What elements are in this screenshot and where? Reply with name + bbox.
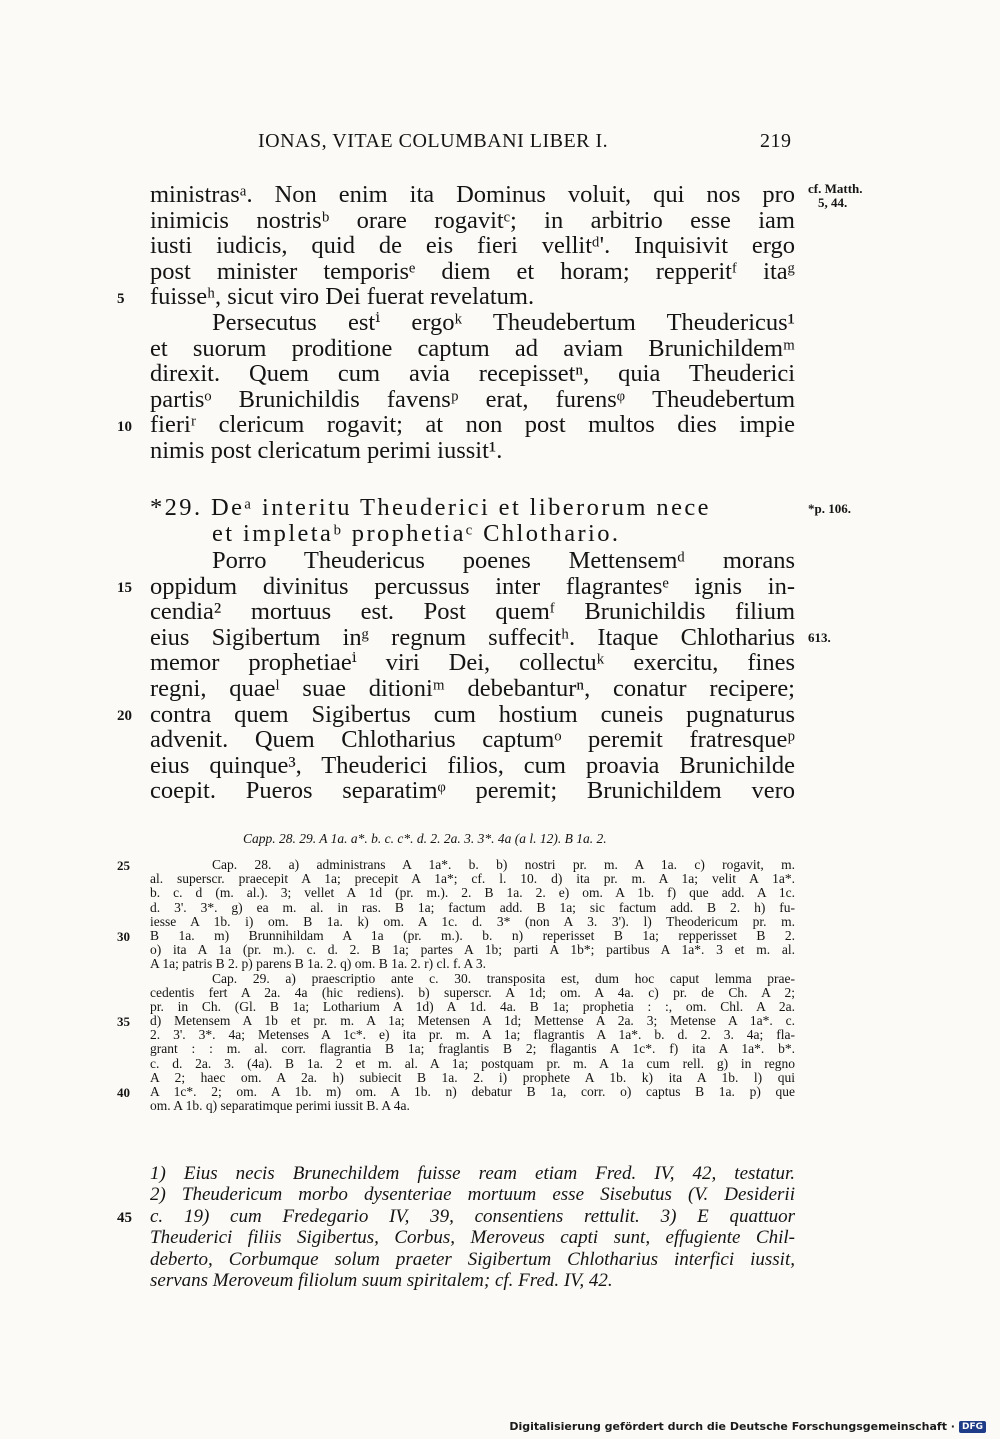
footnote-line: Theuderici filiis Sigibertus, Corbus, Meroveus capti sunt, effugiente Chil-: [150, 1227, 795, 1249]
apparatus-line: al. superscr. praecepit A 1a; precepit A 1a*; cf. l. 10. d) ita pr. m. A 1a; velit A 1a*.: [150, 871, 795, 887]
text-line: nimis post clericatum perimi iussit¹.: [150, 436, 503, 464]
text-line: memor prophetiaeⁱ viri Dei, collectuᵏ exercitu, fines: [150, 649, 795, 677]
page-number: 219: [760, 130, 792, 152]
apparatus-line: grant : : m. al. corr. flagrantia B 1a; fraglantis B 2; flagantis A 1c*. f) ita A 1a*. b*.: [150, 1041, 795, 1057]
apparatus-line: c. d. 2a. 3. (4a). B 1a. 2 et m. al. A 1a; postquam pr. m. A 1a cum rell. g) in regno: [150, 1055, 795, 1071]
apparatus-line: B 1a. m) Brunnihildam A 1a (pr. m.). b. n) reperisset B 1a; repperisset B 2.: [150, 927, 795, 943]
margin-year: 613.: [808, 630, 831, 645]
text-line: et suorum proditione captum ad aviam Brunichildemᵐ: [150, 334, 795, 362]
footnotes: [150, 1163, 795, 1291]
footnote-line: 1) Eius necis Brunechildem fuisse ream etiam Fred. IV, 42, testatur.: [150, 1163, 795, 1184]
critical-apparatus: [150, 858, 795, 1113]
apparatus-line-number: 25: [117, 858, 130, 873]
text-line: fuisseʰ, sicut viro Dei fuerat revelatum.: [150, 283, 535, 311]
margin-ref-matth: cf. Matth. 5, 44.: [808, 181, 863, 210]
text-line: iusti iudicis, quid de eis fieri vellitᵈ'. Inquisivit ergo: [150, 232, 795, 260]
apparatus-line-number: 35: [117, 1014, 130, 1029]
text-line: inimicis nostrisᵇ orare rogavitᶜ; in arbitrio esse iam: [150, 206, 795, 234]
text-line: post minister temporisᵉ diem et horam; repperitᶠ itaᵍ: [150, 257, 795, 285]
apparatus-line-number: 40: [117, 1085, 130, 1100]
text-line: oppidum divinitus percussus inter flagrantesᵉ ignis in-: [150, 572, 795, 600]
footnote-line: servans Meroveum filiolum suum spiritalem; cf. Fred. IV, 42.: [150, 1269, 613, 1291]
footnote-line: 2) Theudericum morbo dysenteriae mortuum esse Sisebutus (V. Desiderii: [150, 1184, 795, 1206]
apparatus-line: A 1a; patris B 2. p) parens B 1a. 2. q) om. B 1a. 2. r) cl. f. A 3.: [150, 956, 486, 972]
chapter-text: [150, 548, 795, 804]
apparatus-line: om. A 1b. q) separatimque perimi iussit B. A 4a.: [150, 1098, 410, 1114]
digitization-credit: [509, 1420, 986, 1433]
apparatus-line: b. c. d (m. al.). 3; vellet A 1d (pr. m.). 2. B 1a. 2. e) om. A 1b. f) que add. A 1c.: [150, 885, 795, 901]
line-number: 15: [117, 580, 132, 596]
apparatus-line: d) Metensem A 1b et pr. m. A 1a; Metensen A 1d; Mettense A 2a. 3; Metense A 1a*. c.: [150, 1013, 795, 1029]
apparatus-line: 2. 3'. 3*. 4a; Metenses A 1c*. e) ita pr. m. A 1a; flagrantis A 1a*. b. d. 2. 3. 4a; fla-: [150, 1027, 795, 1043]
running-header: IONAS, VITAE COLUMBANI LIBER I.: [258, 130, 609, 152]
text-line: ministrasᵃ. Non enim ita Dominus voluit, qui nos pro: [150, 181, 795, 208]
apparatus-line: A 2; haec om. A 2a. h) subiecit B 1a. 2. i) prophete A 1b. k) ita A 1b. l) qui: [150, 1069, 795, 1085]
margin-page-ref: *p. 106.: [808, 501, 851, 516]
text-line: eius quinque³, Theuderici filios, cum proavia Brunichilde: [150, 751, 795, 779]
apparatus-line: o) ita A 1a (pr. m.). c. d. 2. B 1a; partes A 1b; parti A 1b*; partibus A 1a*. 3 et m. al.: [150, 942, 795, 958]
apparatus-line-number: 30: [117, 929, 130, 944]
footnote-line: c. 19) cum Fredegario IV, 39, consentiens rettulit. 3) E quattuor: [150, 1205, 795, 1227]
text-line: coepit. Pueros separatimᵠ peremit; Brunichildem vero: [150, 777, 795, 805]
text-line: direxit. Quem cum avia recepissetⁿ, quia Theuderici: [150, 360, 795, 388]
chapter-heading: *29. Deᵃ interitu Theuderici et liberorum nece et impletaᵇ prophetiaᶜ Chlothario.: [150, 494, 711, 547]
dfg-logo: DFG: [959, 1421, 986, 1433]
line-number: 20: [117, 708, 132, 724]
text-line: cendia² mortuus est. Post quemᶠ Brunichildis filium: [150, 598, 795, 626]
text-line: fieriʳ clericum rogavit; at non post multos dies impie: [150, 411, 795, 439]
text-line: Porro Theudericus poenes Mettensemᵈ morans: [212, 547, 795, 574]
text-line: eius Sigibertum inᵍ regnum suffecitʰ. Itaque Chlotharius: [150, 623, 795, 651]
apparatus-line: Cap. 29. a) praescriptio ante c. 30. transposita est, dum hoc caput lemma prae-: [212, 970, 795, 986]
text-line: contra quem Sigibertus cum hostium cuneis pugnaturus: [150, 700, 795, 728]
line-number: 10: [117, 419, 132, 435]
text-line: partisᵒ Brunichildis favensᵖ erat, furensᵠ Theudebertum: [150, 385, 795, 413]
apparatus-line: A 1c*. 2; om. A 1b. m) om. A 1b. n) debatur B 1a, corr. o) captus B 1a. p) que: [150, 1084, 795, 1099]
apparatus-line: Cap. 28. a) administrans A 1a*. b. b) nostri pr. m. A 1a. c) rogavit, m.: [212, 857, 795, 872]
text-line: regni, quaeˡ suae ditioniᵐ debebanturⁿ, conatur recipere;: [150, 674, 795, 702]
text-line: Persecutus estⁱ ergoᵏ Theudebertum Theudericus¹: [212, 308, 795, 336]
apparatus-line: cedentis fert A 2a. 4a (hic rediens). b) superscr. A 1d; om. A 4a. c) pr. de Ch. A 2;: [150, 984, 795, 1000]
line-number: 5: [117, 291, 125, 307]
credit-text: Digitalisierung gefördert durch die Deutsche Forschungsgemeinschaft ·: [509, 1420, 955, 1433]
apparatus-line: d. 3'. 3*. g) ea m. al. in ras. B 1a; factum add. B 1a; sic factum add. B 2. h) fu-: [150, 899, 795, 915]
apparatus-line: pr. in Ch. (Gl. B 1a; Lotharium A 1d) A 1d. 4a. B 1a; prophetia : :, om. Chl. A 2a.: [150, 998, 795, 1014]
capp-line: Capp. 28. 29. A 1a. a*. b. c. c*. d. 2. 2a. 3. 3*. 4a (a l. 12). B 1a. 2.: [243, 831, 607, 846]
apparatus-line: iesse A 1b. i) om. B 1a. k) om. A 1c. d. 3* (non A 3. 3'). l) Theodericum pr. m.: [150, 913, 795, 929]
text-line: advenit. Quem Chlotharius captumᵒ peremit fratresqueᵖ: [150, 726, 795, 754]
main-text: [150, 182, 795, 464]
footnote-line-number: 45: [117, 1210, 132, 1226]
footnote-line: deberto, Corbumque solum praeter Sigibertum Chlotharius interfici iussit,: [150, 1248, 795, 1270]
